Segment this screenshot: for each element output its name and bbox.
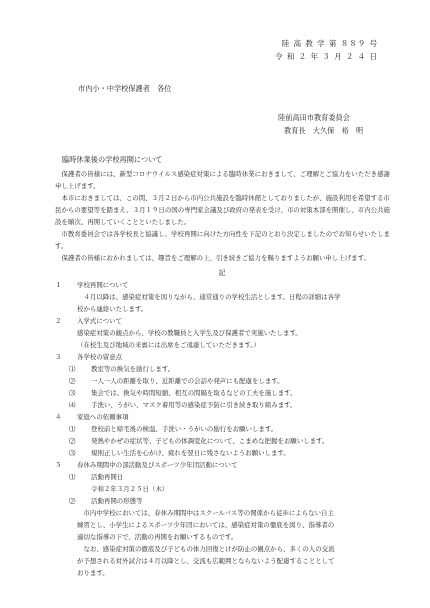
section-title: 家庭への依頼事項: [77, 413, 129, 421]
recipient-line: 市内小・中学校保護者 各位: [78, 84, 172, 93]
sender-name: 教育長 大久保 裕 明: [284, 126, 364, 135]
section-heading: [55, 315, 390, 327]
intro-paragraph: 本市におきましては、この間、３月２日から市内公共施設を臨時休館としておりましたが、施設利用を希望する市民からの要望等を踏まえ、３月１９日の国の専門家会議及び政府の発表を受け、市の対策本部を開催し、市内公共施設を順次、再開していくことといたしました。: [55, 194, 390, 226]
section-title: 各学校の留意点: [77, 353, 123, 361]
section-number: ２: [55, 317, 62, 325]
document-subject: 臨時休業後の学校再開について: [62, 155, 163, 164]
section-line: （在校生及び地域の来賓には出席をご遠慮していただきます。）: [77, 341, 260, 349]
list-item: ⑴ 活動再開日: [69, 473, 124, 481]
section-line: 感染症対策の観点から、学校の教職員と入学生及び保護者で実施いたします。: [77, 329, 302, 337]
section-paragraph: なお、感染症対策の徹底及び子どもの体力回復とけが防止の観点から、多くの人の交流 が予想される対外試合は４月以降とし、交流も広範囲とならないよう配慮することとして おります。: [77, 545, 335, 577]
list-item: ⑵ 発熱やかぜの症状等、子どもの体調変化について、こまめな把握をお願いします。: [69, 437, 329, 445]
section-heading: [55, 279, 390, 291]
section-heading: [55, 351, 390, 363]
list-item: ⑶ 集会では、換気や時間短縮、相互の間隔を取るなどの工夫を施します。: [69, 389, 297, 397]
list-item: ⑴ 登校前と帰宅後の検温、手洗い・うがいの励行をお願いします。: [69, 425, 278, 433]
section-title: 春休み期間中の部活動及びスポーツ少年団活動について: [77, 461, 238, 469]
document-date: 令 和 ２ 年 ３ 月 ２ ４ 日: [275, 52, 378, 61]
sender-organization: 陸前高田市教育委員会: [278, 113, 350, 122]
section-line: ４月以降は、感染症対策を図りながら、通常通りの学校生活とします。日程の詳細は各学: [83, 293, 341, 301]
section-number: ３: [55, 353, 62, 361]
list-item: ⑴ 教室等の換気を励行します。: [69, 365, 175, 373]
section-title: 学校再開について: [77, 281, 129, 289]
list-item: ⑵ 一人一人の距離を取り、近距離での会話や発声にも配慮をします。: [69, 377, 284, 385]
section-heading: [55, 411, 390, 423]
intro-paragraph: 市教育委員会では各学校長と協議し、学校再開に向けた方向性を下記のとおり決定しましたのでお知らせいたします。: [55, 230, 390, 250]
list-item: ⑶ 規則正しい生活を心がけ、疲れを翌日に残さないようお願いします。: [69, 449, 290, 457]
section-line: 校から連絡いたします。: [77, 305, 148, 313]
section-title: 入学式について: [77, 317, 122, 325]
document-body: [55, 168, 390, 579]
ki-heading: 記: [218, 269, 227, 277]
list-item: ⑵ 活動再開の形態等: [69, 497, 143, 505]
section-paragraph: 市内中学校においては、春休み期間中はスクールバス等の関係から徒歩によらない自主 練習とし、小学生によるスポーツ少年団においては、感染症対策の徹底を図り、指導者の 適切な指導の下で、活動の再開をお願いするものです。: [77, 509, 335, 541]
section-number: ４: [55, 413, 62, 421]
intro-paragraph: 保護者の皆様におかれましては、趣旨をご理解の上、引き続きご協力を賜りますようお願い申し上げます。: [61, 254, 370, 262]
section-number: ５: [55, 461, 62, 469]
section-heading: [55, 459, 390, 471]
intro-paragraph: 保護者の皆様には、新型コロナウイルス感染症対策による臨時休業におきまして、ご理解とご協力をいただき感謝申し上げます。: [55, 170, 390, 190]
list-item: ⑷ 手洗い、うがい、マスク着用等の感染症予防に引き続き取り組みます。: [69, 401, 297, 409]
document-number: 陸 高 教 学 第 ８８９ 号: [281, 39, 378, 48]
section-number: １: [55, 281, 62, 289]
list-item: 令和２年３月２５日（木）: [91, 485, 169, 493]
